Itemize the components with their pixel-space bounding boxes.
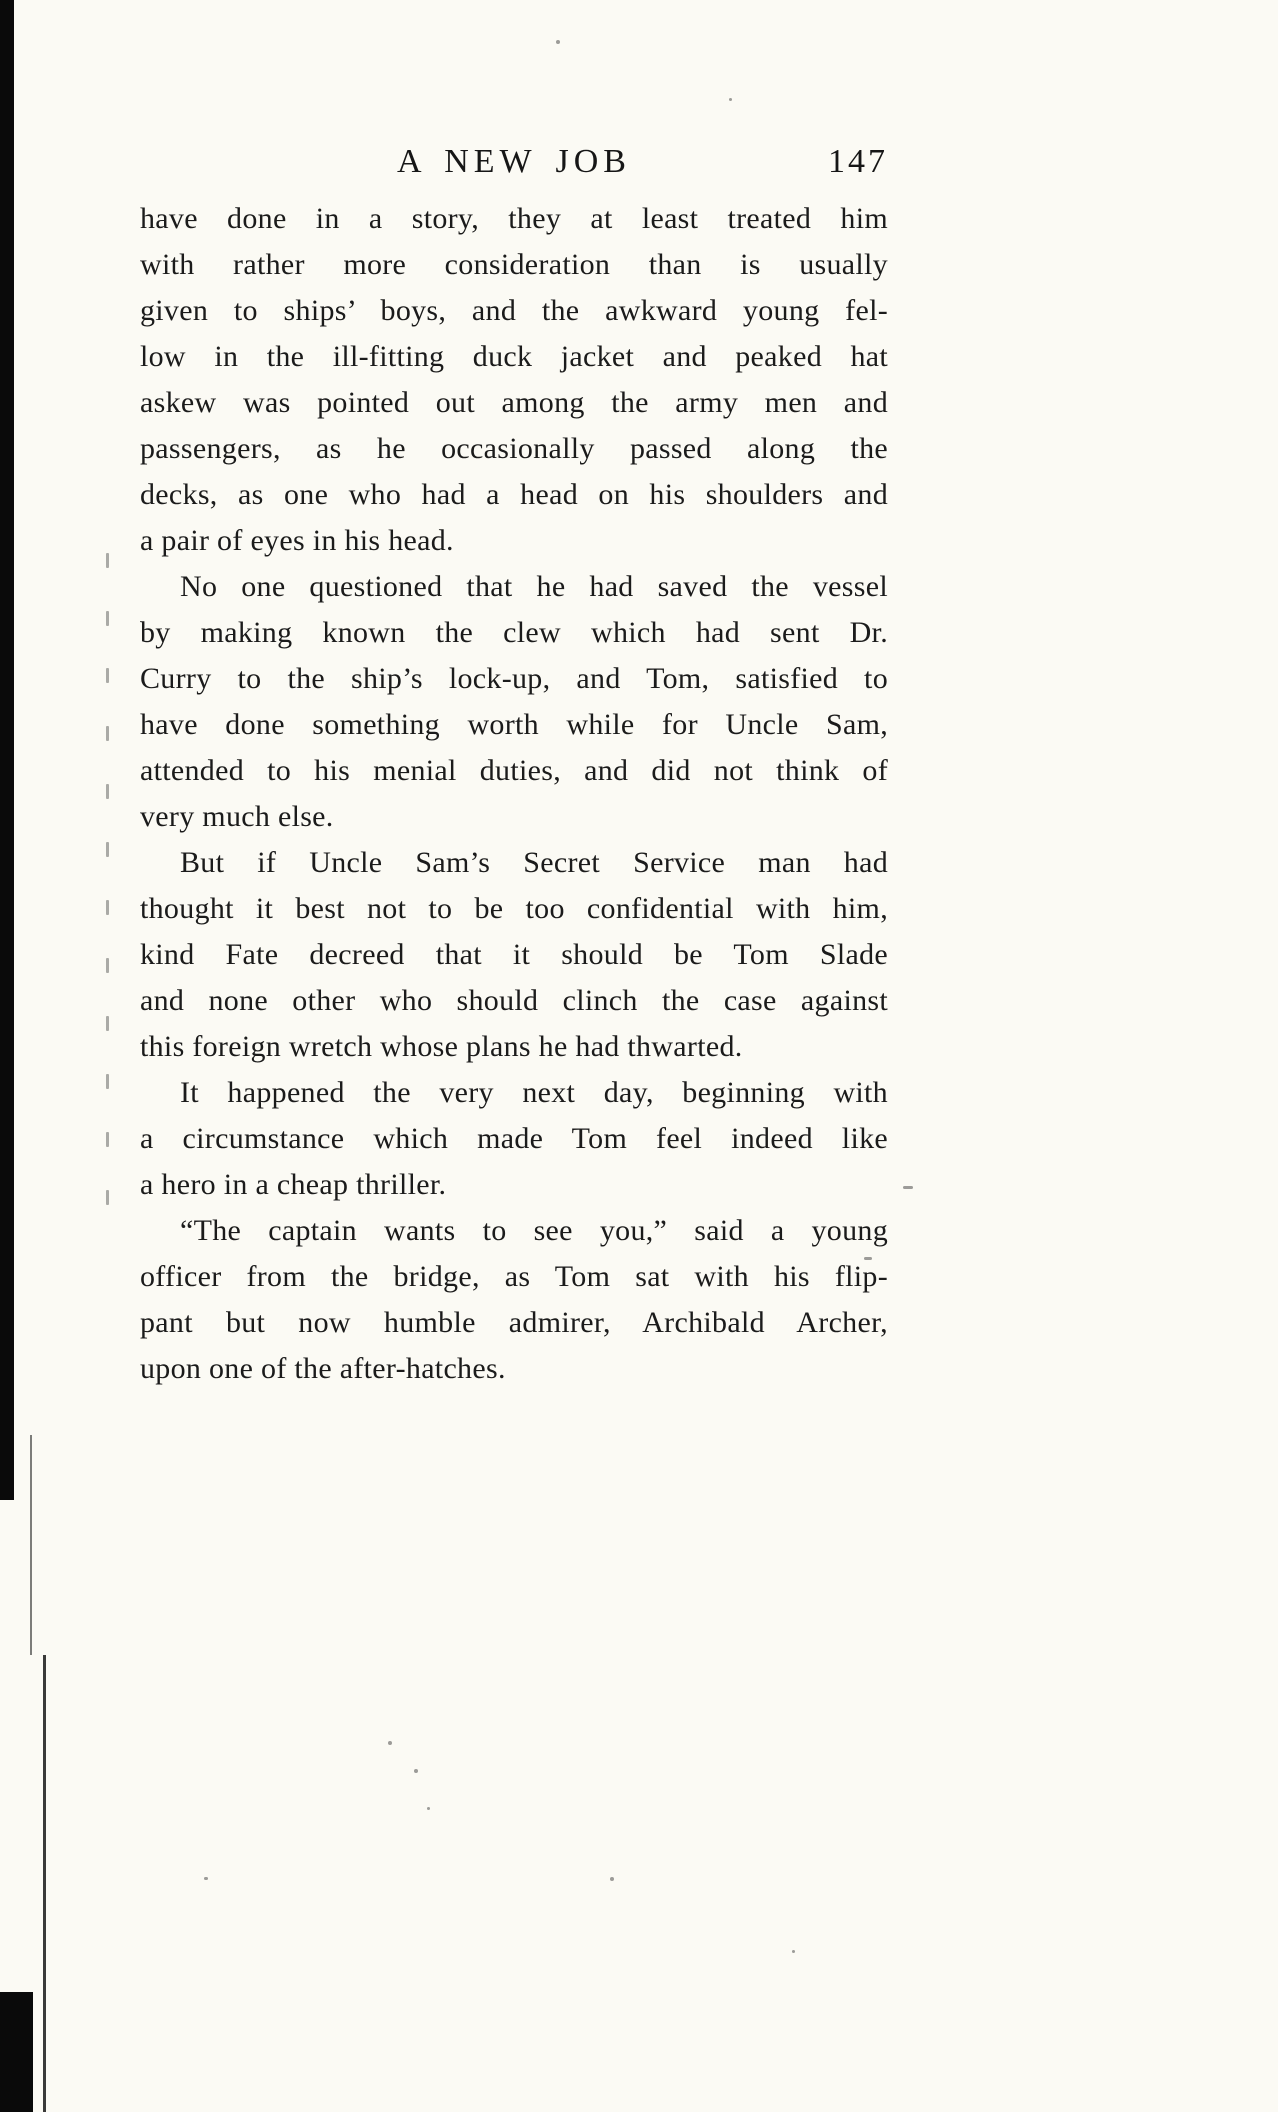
text-line: decks, as one who had a head on his shoulders and <box>140 478 888 511</box>
paragraph <box>140 840 888 1070</box>
margin-mark <box>106 726 109 741</box>
text-line: pant but now humble admirer, Archibald Archer, <box>140 1306 888 1339</box>
scan-speck <box>610 1877 614 1881</box>
paragraph <box>140 1070 888 1208</box>
text-line: attended to his menial duties, and did not think of <box>140 754 888 787</box>
scan-speck <box>204 1877 208 1880</box>
text-line: given to ships’ boys, and the awkward young fel- <box>140 294 888 327</box>
scan-binding-bar <box>0 0 14 1500</box>
text-line: have done something worth while for Uncle Sam, <box>140 708 888 741</box>
text-line: thought it best not to be too confidential with him, <box>140 892 888 925</box>
text-line: by making known the clew which had sent Dr. <box>140 616 888 649</box>
margin-mark <box>106 668 109 683</box>
scan-speck <box>427 1807 430 1810</box>
text-line: “The captain wants to see you,” said a young <box>180 1214 888 1247</box>
text-line: No one questioned that he had saved the vessel <box>180 570 888 603</box>
paragraph <box>140 196 888 564</box>
text-line: and none other who should clinch the case against <box>140 984 888 1017</box>
page-body <box>140 196 888 1392</box>
margin-mark <box>106 1016 109 1031</box>
scan-speck <box>792 1950 795 1953</box>
text-line: a hero in a cheap thriller. <box>140 1168 447 1201</box>
text-line: have done in a story, they at least treated him <box>140 202 888 235</box>
scan-line-artifact <box>43 1655 46 2112</box>
text-line: askew was pointed out among the army men and <box>140 386 888 419</box>
text-line: upon one of the after-hatches. <box>140 1352 506 1385</box>
margin-mark <box>106 611 109 626</box>
text-line: But if Uncle Sam’s Secret Service man had <box>180 846 888 879</box>
margin-mark <box>106 1132 109 1147</box>
text-line: It happened the very next day, beginning with <box>180 1076 888 1109</box>
margin-mark <box>106 1190 109 1205</box>
scan-line-artifact <box>30 1435 32 1655</box>
scan-speck <box>556 40 560 44</box>
margin-mark <box>106 553 109 568</box>
paragraph <box>140 1208 888 1392</box>
text-column <box>140 138 888 1392</box>
scan-speck <box>903 1186 913 1189</box>
chapter-title: A NEW JOB <box>397 143 631 180</box>
text-line: with rather more consideration than is usually <box>140 248 888 281</box>
text-line: Curry to the ship’s lock-up, and Tom, satisfied to <box>140 662 888 695</box>
text-line: a pair of eyes in his head. <box>140 524 454 557</box>
scan-speck <box>729 98 732 101</box>
page-number: 147 <box>828 143 888 180</box>
margin-mark <box>106 900 109 915</box>
text-line: kind Fate decreed that it should be Tom Slade <box>140 938 888 971</box>
text-line: a circumstance which made Tom feel indeed like <box>140 1122 888 1155</box>
margin-mark <box>106 1074 109 1089</box>
margin-mark <box>106 784 109 799</box>
text-line: low in the ill-fitting duck jacket and peaked hat <box>140 340 888 373</box>
text-line: this foreign wretch whose plans he had thwarted. <box>140 1030 743 1063</box>
text-line: passengers, as he occasionally passed along the <box>140 432 888 465</box>
margin-mark <box>106 842 109 857</box>
paragraph <box>140 564 888 840</box>
scan-speck <box>414 1769 418 1773</box>
scan-speck <box>388 1741 392 1745</box>
scan-corner-bar <box>0 1992 33 2112</box>
page-header <box>140 138 888 186</box>
margin-mark <box>106 958 109 973</box>
text-line: very much else. <box>140 800 334 833</box>
text-line: officer from the bridge, as Tom sat with his flip- <box>140 1260 888 1293</box>
